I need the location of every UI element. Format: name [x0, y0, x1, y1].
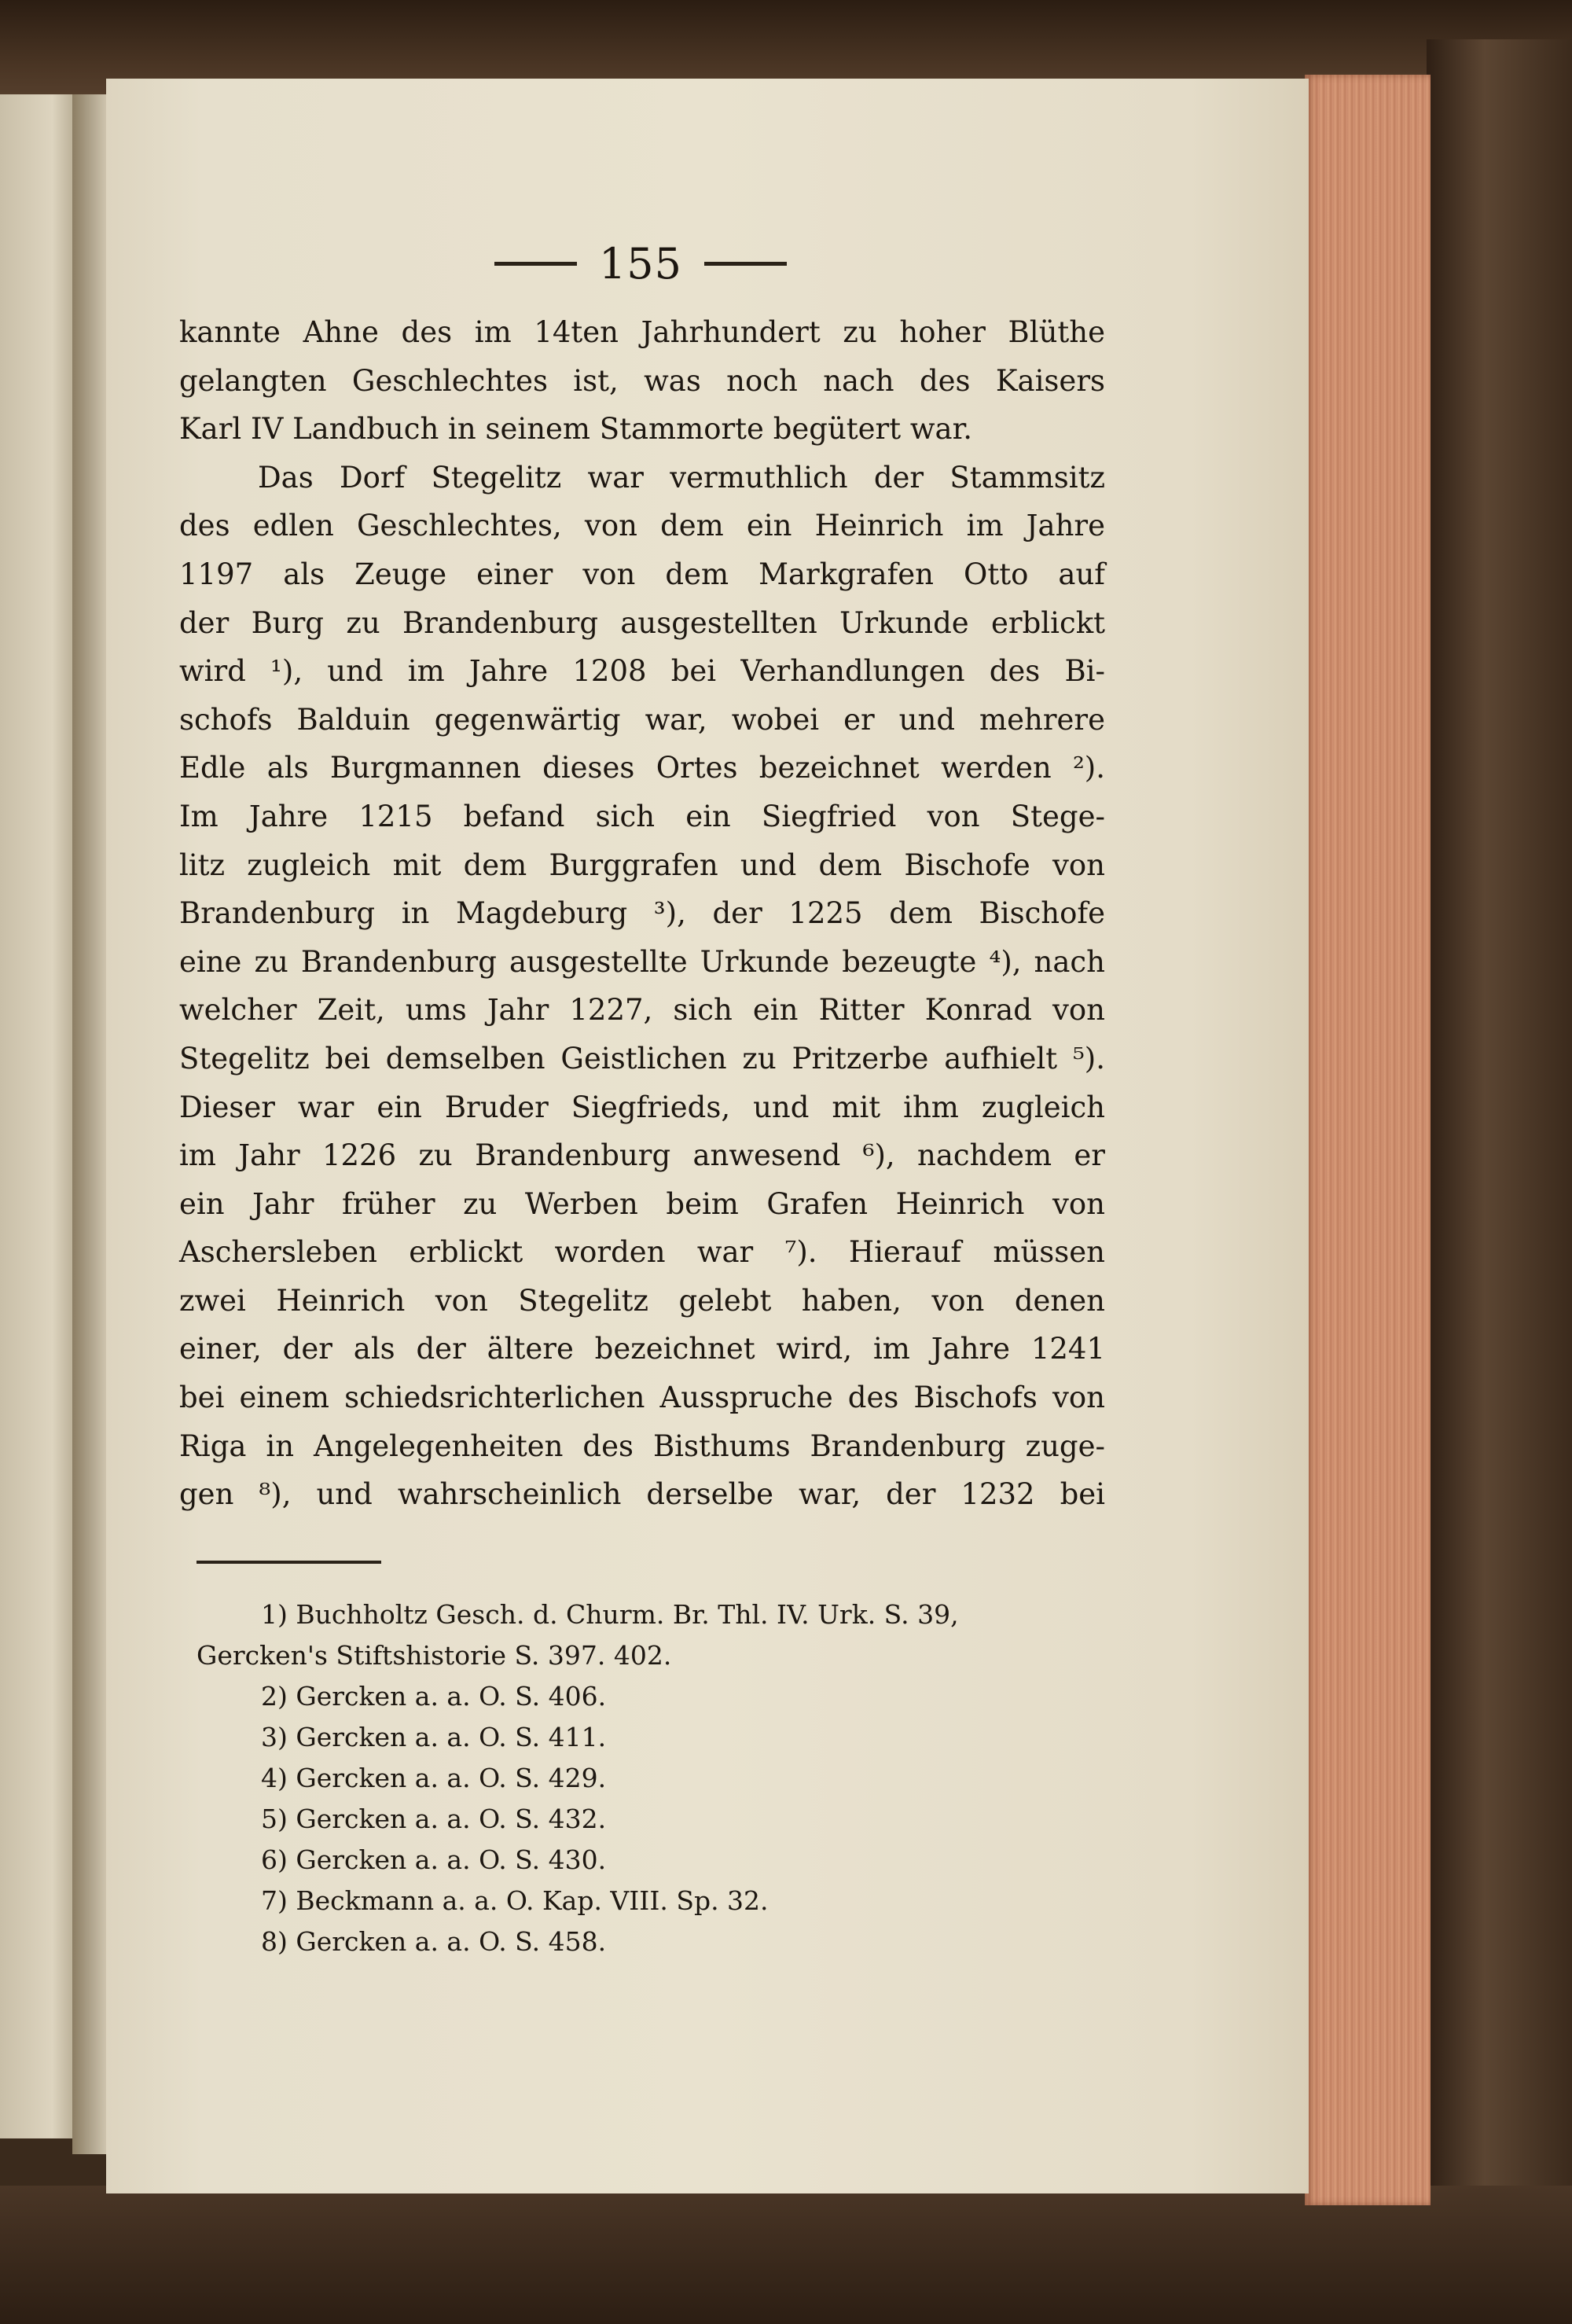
body-text	[179, 308, 1105, 1519]
left-page-edge	[0, 94, 77, 2138]
footnote-line: Gercken's Stiftshistorie S. 397. 402.	[196, 1640, 672, 1671]
body-line: schofs Balduin gegenwärtig war, wobei er und mehrere	[179, 702, 1105, 737]
body-line: 1197 als Zeuge einer von dem Markgrafen Otto auf	[179, 557, 1105, 591]
body-line: des edlen Geschlechtes, von dem ein Heinrich im Jahre	[179, 509, 1105, 543]
footnote-line: 7) Beckmann a. a. O. Kap. VIII. Sp. 32.	[261, 1885, 769, 1916]
page-header	[487, 236, 794, 291]
book-binding-bottom	[0, 2186, 1572, 2324]
body-line: einer, der als der ältere bezeichnet wird, im Jahre 1241	[179, 1332, 1105, 1366]
body-line: Aschersleben erblickt worden war ⁷). Hierauf müssen	[179, 1235, 1105, 1270]
body-line: wird ¹), und im Jahre 1208 bei Verhandlungen des Bi-	[179, 654, 1105, 689]
page-block-edge	[1305, 75, 1431, 2205]
page-number: 155	[598, 238, 683, 289]
footnote-line: 5) Gercken a. a. O. S. 432.	[261, 1804, 607, 1834]
body-line: Dieser war ein Bruder Siegfrieds, und mit ihm zugleich	[179, 1090, 1105, 1124]
footnote-line: 3) Gercken a. a. O. S. 411.	[261, 1722, 607, 1752]
body-line: zwei Heinrich von Stegelitz gelebt haben, von denen	[179, 1283, 1105, 1318]
book-binding-right	[1427, 39, 1572, 2324]
body-line: welcher Zeit, ums Jahr 1227, sich ein Ritter Konrad von	[179, 993, 1105, 1028]
body-line: bei einem schiedsrichterlichen Ausspruche des Bischofs von	[179, 1381, 1105, 1415]
body-line: litz zugleich mit dem Burggrafen und dem Bischofe von	[179, 848, 1105, 882]
body-line: Im Jahre 1215 befand sich ein Siegfried von Stege-	[179, 799, 1105, 833]
body-line: Das Dorf Stegelitz war vermuthlich der Stammsitz	[258, 460, 1105, 495]
footnote-line: 6) Gercken a. a. O. S. 430.	[261, 1844, 607, 1875]
body-line: Brandenburg in Magdeburg ³), der 1225 dem Bischofe	[179, 896, 1105, 931]
body-line: der Burg zu Brandenburg ausgestellten Urkunde erblickt	[179, 605, 1105, 640]
header-rule-left	[494, 262, 577, 266]
footnote-line: 8) Gercken a. a. O. S. 458.	[261, 1926, 607, 1957]
footnote-line: 2) Gercken a. a. O. S. 406.	[261, 1681, 607, 1712]
body-line: eine zu Brandenburg ausgestellte Urkunde bezeugte ⁴), nach	[179, 944, 1105, 979]
body-line: kannte Ahne des im 14ten Jahrhundert zu hoher Blüthe	[179, 315, 1105, 349]
footnote-rule	[196, 1561, 381, 1564]
body-line: Stegelitz bei demselben Geistlichen zu Pritzerbe aufhielt ⁵).	[179, 1041, 1105, 1076]
body-line: Edle als Burgmannen dieses Ortes bezeichnet werden ²).	[179, 751, 1105, 785]
body-line: ein Jahr früher zu Werben beim Grafen Heinrich von	[179, 1186, 1105, 1221]
body-line: Karl IV Landbuch in seinem Stammorte begütert war.	[179, 412, 972, 447]
body-line: Riga in Angelegenheiten des Bisthums Brandenburg zuge-	[179, 1429, 1105, 1463]
book-gutter	[72, 94, 110, 2154]
header-rule-right	[704, 262, 787, 266]
body-line: gelangten Geschlechtes ist, was noch nach des Kaisers	[179, 363, 1105, 398]
footnote-line: 1) Buchholtz Gesch. d. Churm. Br. Thl. IV. Urk. S. 39,	[261, 1599, 959, 1630]
body-line: gen ⁸), und wahrscheinlich derselbe war, der 1232 bei	[179, 1477, 1105, 1512]
body-line: im Jahr 1226 zu Brandenburg anwesend ⁶), nachdem er	[179, 1138, 1105, 1173]
footnotes	[196, 1594, 1116, 1962]
footnote-line: 4) Gercken a. a. O. S. 429.	[261, 1763, 607, 1793]
